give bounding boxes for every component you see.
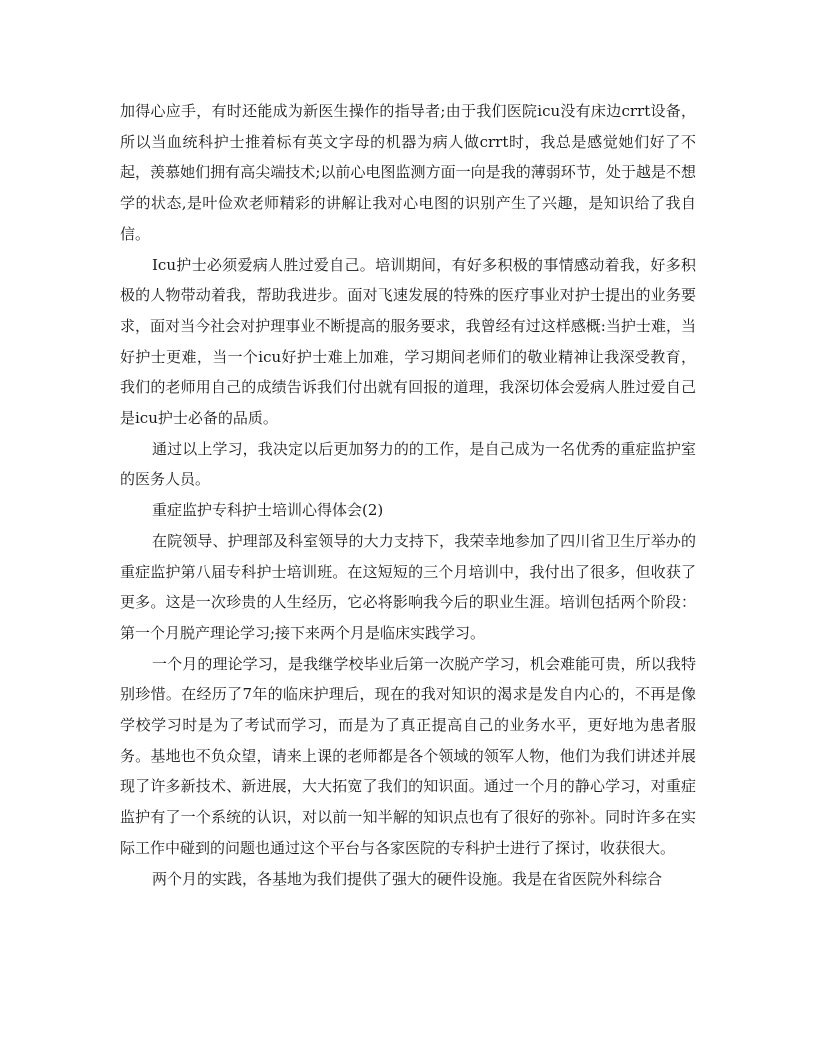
paragraph-conclusion: 通过以上学习，我决定以后更加努力的的工作，是自己成为一名优秀的重症监护室的医务人员。 (120, 439, 696, 489)
section-title: 重症监护专科护士培训心得体会(2) (152, 501, 384, 520)
paragraph-training-intro: 在院领导、护理部及科室领导的大力支持下，我荣幸地参加了四川省卫生厅举办的重症监护第八届专科护士培训班。在这短短的三个月培训中，我付出了很多，但收获了更多。这是一次珍贵的人生经历，它必将影响我今后的职业生涯。培训包括两个阶段：第一个月脱产理论学习;接下来两个月是临床实践学习。 (120, 531, 696, 642)
paragraph-continuation: 加得心应手，有时还能成为新医生操作的指导者;由于我们医院icu没有床边crrt设备，所以当血统科护士推着标有英文字母的机器为病人做crrt时，我总是感觉她们好了不起，羡慕她们拥有高尖端技术;以前心电图监测方面一向是我的薄弱环节，处于越是不想学的状态,是叶俭欢老师精彩的讲解让我对心电图的识别产生了兴趣，是知识给了我自信。 (120, 102, 696, 243)
paragraph-practice: 两个月的实践，各基地为我们提供了强大的硬件设施。我是在省医院外科综合 (152, 869, 663, 888)
paragraph-icu-nurse: Icu护士必须爱病人胜过爱自己。培训期间，有好多积极的事情感动着我，好多积极的人物带动着我，帮助我进步。面对飞速发展的特殊的医疗事业对护士提出的业务要求，面对当今社会对护理事业不断提高的服务要求，我曾经有过这样感概:当护士难，当好护士更难，当一个icu好护士难上加难，学习期间老师们的敬业精神让我深受教育，我们的老师用自己的成绩告诉我们付出就有回报的道理，我深切体会爱病人胜过爱自己是icu护士必备的品质。 (120, 255, 696, 428)
paragraph-theory-study: 一个月的理论学习，是我继学校毕业后第一次脱产学习，机会难能可贵，所以我特别珍惜。在经历了7年的临床护理后，现在的我对知识的渴求是发自内心的，不再是像学校学习时是为了考试而学习，而是为了真正提高自己的业务水平，更好地为患者服务。基地也不负众望，请来上课的老师都是各个领域的领军人物，他们为我们讲述并展现了许多新技术、新进展，大大拓宽了我们的知识面。通过一个月的静心学习，对重症监护有了一个系统的认识，对以前一知半解的知识点也有了很好的弥补。同时许多在实际工作中碰到的问题也通过这个平台与各家医院的专科护士进行了探讨，收获很大。 (120, 654, 696, 857)
document-page (120, 96, 696, 894)
